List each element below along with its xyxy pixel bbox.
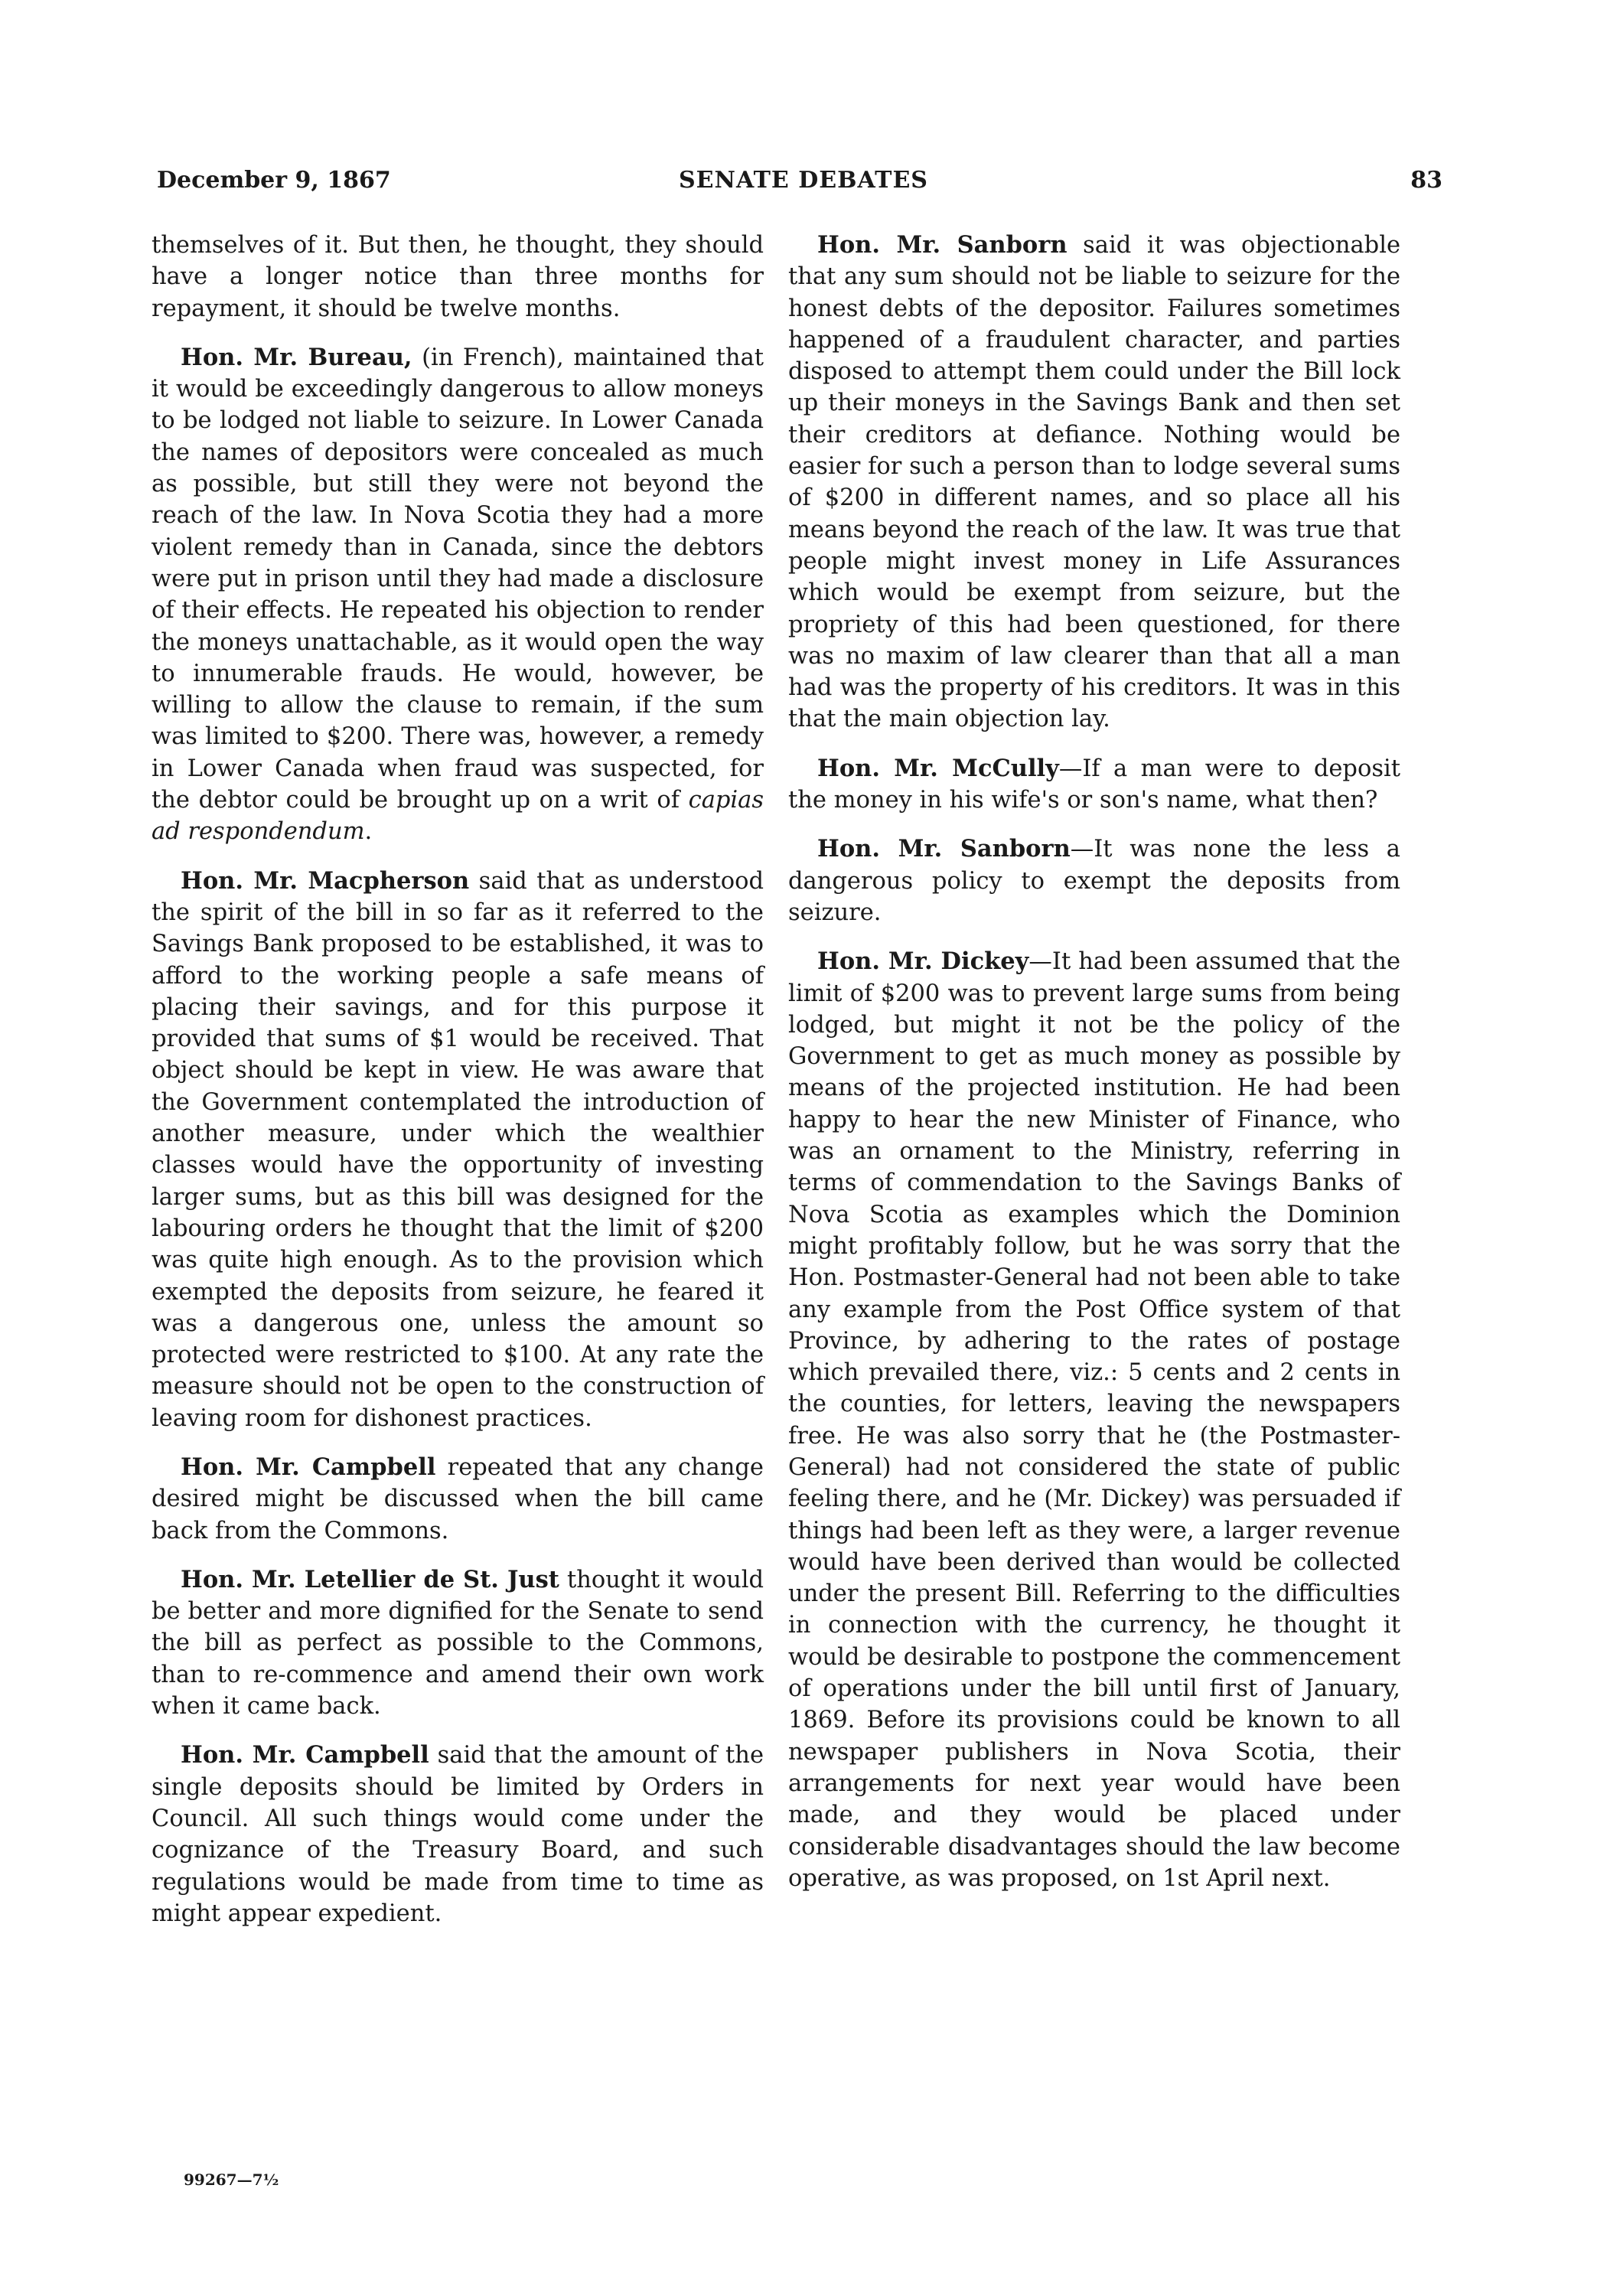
paragraph-text: —If a man were to deposit the money in his wife's or son's name, what then? [788, 755, 1400, 814]
paragraph-text: thought it would be better and more dignified for the Senate to send the bill as perfect as possible to the Commons, than to re-commence and amend their own work when it came back. [152, 1566, 764, 1720]
printer-footnote: 99267—7½ [184, 2170, 279, 2189]
paragraph [788, 753, 1400, 817]
paragraph-text: —It was none the less a dangerous policy to exempt the deposits from seizure. [788, 836, 1400, 926]
speaker-name: Hon. Mr. Macpherson [181, 866, 470, 895]
header-date: December 9, 1867 [157, 167, 391, 194]
paragraph: themselves of it. But then, he thought, they should have a longer notice than three months for repayment, it should be twelve months. [152, 232, 764, 322]
paragraph [152, 1564, 764, 1722]
paragraph [152, 1452, 764, 1547]
paragraph [152, 1740, 764, 1929]
speaker-name: Hon. Mr. Bureau, [181, 343, 412, 371]
speaker-name: Hon. Mr. Dickey [817, 947, 1029, 976]
paragraph-text: (in French), maintained that it would be exceedingly dangerous to allow moneys to be lodged not liable to seizure. In Lower Canada the names of depositors were concealed as much as possible, but still they were not beyond the reach of the law. In Nova Scotia they had a more violent remedy than in Canada, since the debtors were put in prison until they had made a disclosure of their effects. He repeated his objection to render the moneys unattachable, as it would open the way to innumerable frauds. He would, however, be willing to allow the clause to remain, if the sum was limited to $200. There was, however, a remedy in Lower Canada when fraud was suspected, for the debtor could be brought up on a writ of [152, 344, 764, 814]
paragraph-text: —It had been assumed that the limit of $200 was to prevent large sums from being lodged, but might it not be the policy of the Government to get as much money as possible by means of the projected institution. He had been happy to hear the new Minister of Finance, who was an ornament to the Ministry, referring in terms of commendation to the Savings Banks of Nova Scotia as examples which the Dominion might profitably follow, but he was sorry that the Hon. Postmaster-General had not been able to take any example from the Post Office system of that Province, by adhering to the rates of postage which prevailed there, viz.: 5 cents and 2 cents in the counties, for letters, leaving the newspapers free. He was also sorry that he (the Postmaster-General) had not considered the state of public feeling there, and he (Mr. Dickey) was persuaded if things had been left as they were, a larger revenue would have been derived than would be collected under the present Bill. Referring to the difficulties in connection with the currency, he thought it would be desirable to postpone the commencement of operations under the bill until first of January, 1869. Before its provisions could be known to all newspaper publishers in Nova Scotia, their arrangements for next year would have been made, and they would be placed under considerable disadvantages should the law become operative, as was proposed, on 1st April next. [788, 948, 1400, 1892]
speaker-name: Hon. Mr. Letellier de St. Just [181, 1565, 559, 1593]
speaker-name: Hon. Mr. Sanborn [817, 835, 1071, 863]
speaker-name: Hon. Mr. Campbell [181, 1741, 429, 1769]
speaker-name: Hon. Mr. Campbell [181, 1453, 436, 1481]
paragraph [788, 946, 1400, 1894]
paragraph-italic: capias ad respondendum [152, 787, 764, 846]
speaker-name: Hon. Mr. McCully [817, 754, 1059, 782]
paragraph-text: said that the amount of the single deposits should be limited by Orders in Council. All such things would come under the cognizance of the Treasury Board, and such regulations would be made from time to time as might appear expedient. [152, 1742, 764, 1927]
paragraph-text: said that as understood the spirit of the bill in so far as it referred to the Savings Bank proposed to be established, it was to afford to the working people a safe means of placing their savings, and for this purpose it provided that sums of $1 would be received. That object should be kept in view. He was aware that the Government contemplated the introduction of another measure, under which the wealthier classes would have the opportunity of investing larger sums, but as this bill was designed for the labouring orders he thought that the limit of $200 was quite high enough. As to the provision which exempted the deposits from seizure, he feared it was a dangerous one, unless the amount so protected were restricted to $100. At any rate the measure should not be open to the construction of leaving room for dishonest practices. [152, 867, 764, 1432]
paragraph-text: repeated that any change desired might be discussed when the bill came back from the Commons. [152, 1453, 764, 1544]
page-header [157, 167, 1450, 205]
header-page-number: 83 [1410, 167, 1442, 194]
paragraph [788, 230, 1400, 735]
left-column [152, 230, 764, 1947]
paragraph-text: said it was objectionable that any sum should not be liable to seizure for the honest debts of the depositor. Failures sometimes happened of a fraudulent character, and parties disposed to attempt them could under the Bill lock up their moneys in the Savings Bank and then set their creditors at defiance. Nothing would be easier for such a person than to lodge several sums of $200 in different names, and so place all his means beyond the reach of the law. It was true that people might invest money in Life Assurances which would be exempt from seizure, but the propriety of this had been questioned, for there was no maxim of law clearer than that all a man had was the property of his creditors. It was in this that the main objection lay. [788, 232, 1400, 733]
paragraph [152, 866, 764, 1434]
speaker-name: Hon. Mr. Sanborn [817, 231, 1068, 259]
paragraph [152, 342, 764, 848]
right-column [788, 230, 1400, 1912]
paragraph-end: . [364, 818, 373, 846]
header-title: SENATE DEBATES [679, 167, 928, 194]
paragraph [788, 833, 1400, 928]
